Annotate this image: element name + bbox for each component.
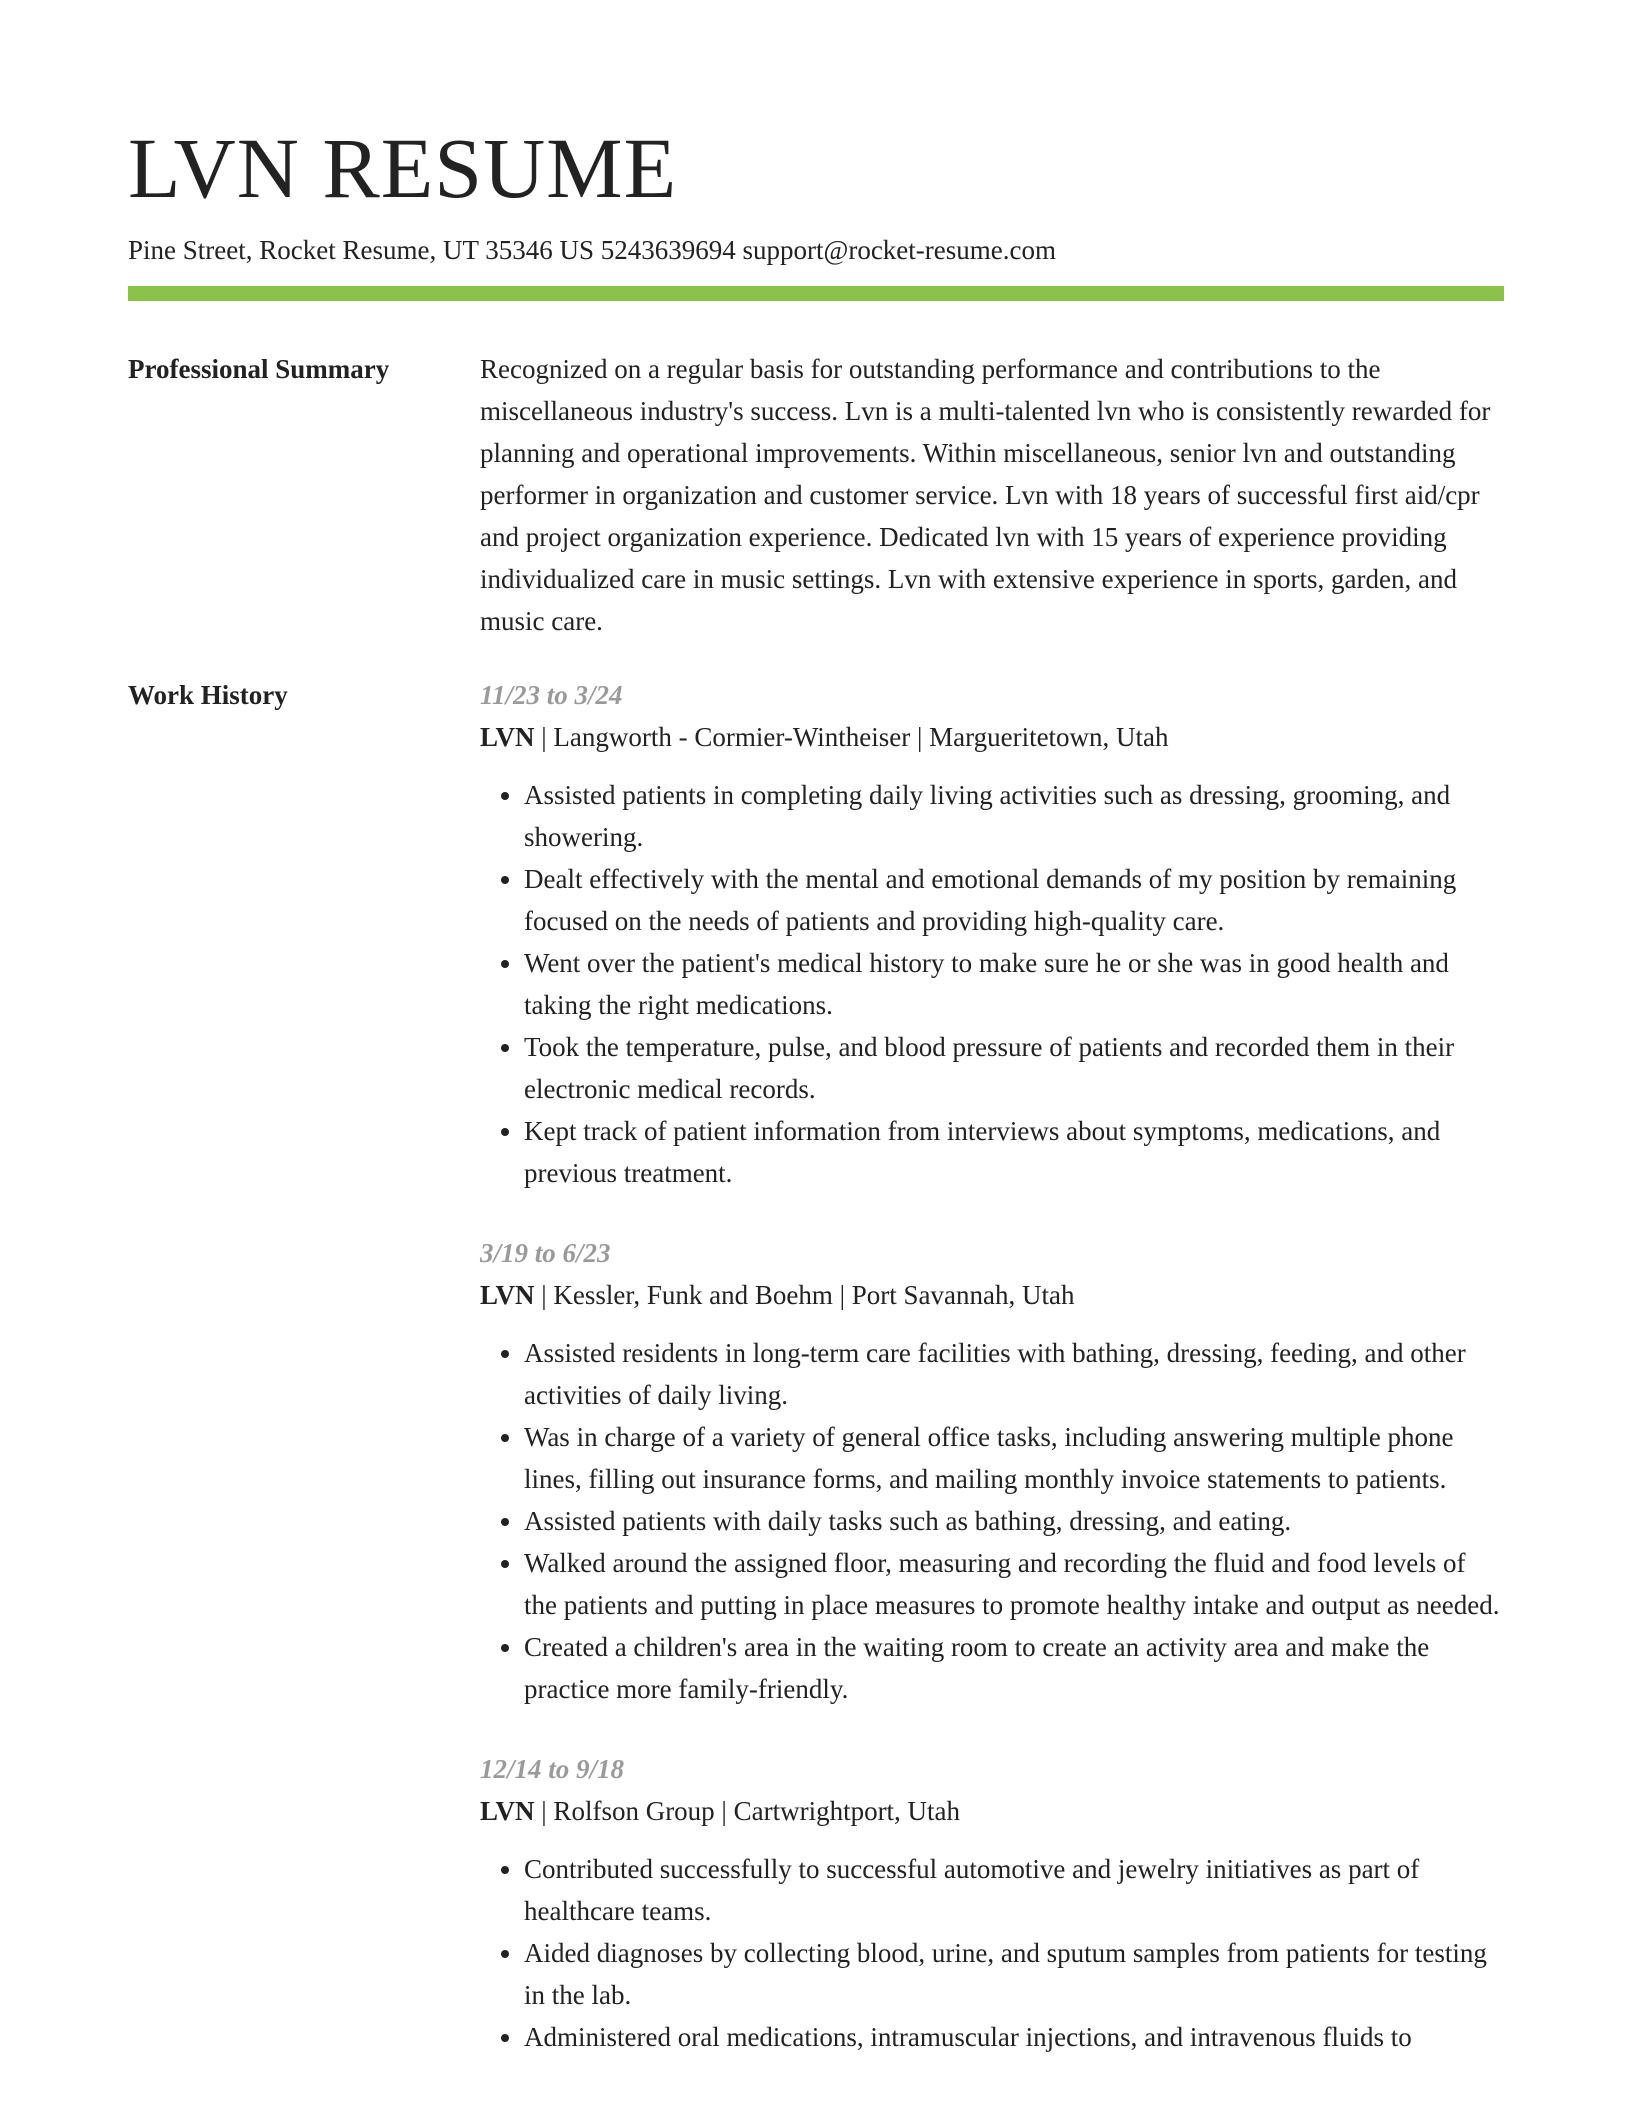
job-bullet: • Dealt effectively with the mental and emotional demands of my position by remaining focused on the needs of patients and providing high-quality care. <box>524 858 1504 942</box>
contact-line: Pine Street, Rocket Resume, UT 35346 US 5243639694 support@rocket-resume.com <box>128 235 1056 265</box>
professional-summary-text: Recognized on a regular basis for outstanding performance and contributions to the miscellaneous industry's success. Lvn is a multi-talented lvn who is consistently rewarded for planning and operational improvements. Within miscellaneous, senior lvn and outstanding performer in organization and customer service. Lvn with 18 years of successful first aid/cpr and project organization experience. Dedicated lvn with 15 years of experience providing individualized care in music settings. Lvn with extensive experience in sports, garden, and music care. <box>480 354 1491 636</box>
job-dates: 3/19 to 6/23 <box>480 1238 611 1268</box>
work-history-body <box>480 674 1504 2096</box>
job-bullets <box>480 1332 1504 1710</box>
job-entry <box>480 674 1504 1194</box>
accent-divider <box>128 286 1504 301</box>
job-bullet: • Assisted residents in long-term care facilities with bathing, dressing, feeding, and other activities of daily living. <box>524 1332 1504 1416</box>
job-details: | Langworth - Cormier-Wintheiser | Margueritetown, Utah <box>534 722 1169 752</box>
job-title: LVN <box>480 1280 535 1310</box>
job-heading <box>480 1274 1504 1316</box>
professional-summary-label: Professional Summary <box>128 354 390 384</box>
job-title: LVN <box>480 1796 535 1826</box>
job-title: LVN <box>480 722 535 752</box>
job-bullet: • Took the temperature, pulse, and blood pressure of patients and recorded them in their electronic medical records. <box>524 1026 1504 1110</box>
job-bullet: • Administered oral medications, intramuscular injections, and intravenous fluids to <box>524 2016 1504 2058</box>
job-entry <box>480 1232 1504 1710</box>
job-entry <box>480 1748 1504 2058</box>
job-bullet: • Was in charge of a variety of general office tasks, including answering multiple phone lines, filling out insurance forms, and mailing monthly invoice statements to patients. <box>524 1416 1504 1500</box>
job-bullet: • Assisted patients in completing daily living activities such as dressing, grooming, and showering. <box>524 774 1504 858</box>
professional-summary-body <box>480 348 1504 642</box>
resume-title: LVN RESUME <box>128 120 678 216</box>
job-bullet: • Aided diagnoses by collecting blood, urine, and sputum samples from patients for testing in the lab. <box>524 1932 1504 2016</box>
job-bullet: • Kept track of patient information from interviews about symptoms, medications, and previous treatment. <box>524 1110 1504 1194</box>
job-bullet: • Created a children's area in the waiting room to create an activity area and make the practice more family-friendly. <box>524 1626 1504 1710</box>
work-history-label: Work History <box>128 680 288 710</box>
job-bullet: • Assisted patients with daily tasks such as bathing, dressing, and eating. <box>524 1500 1504 1542</box>
job-bullet: • Contributed successfully to successful automotive and jewelry initiatives as part of healthcare teams. <box>524 1848 1504 1932</box>
job-details: | Rolfson Group | Cartwrightport, Utah <box>534 1796 961 1826</box>
job-bullet: • Went over the patient's medical history to make sure he or she was in good health and taking the right medications. <box>524 942 1504 1026</box>
job-bullets <box>480 1848 1504 2058</box>
job-dates: 11/23 to 3/24 <box>480 680 623 710</box>
job-details: | Kessler, Funk and Boehm | Port Savannah, Utah <box>534 1280 1075 1310</box>
job-bullet: • Walked around the assigned floor, measuring and recording the fluid and food levels of the patients and putting in place measures to promote healthy intake and output as needed. <box>524 1542 1504 1626</box>
job-dates: 12/14 to 9/18 <box>480 1754 625 1784</box>
job-bullets <box>480 774 1504 1194</box>
job-heading <box>480 1790 1504 1832</box>
job-heading <box>480 716 1504 758</box>
